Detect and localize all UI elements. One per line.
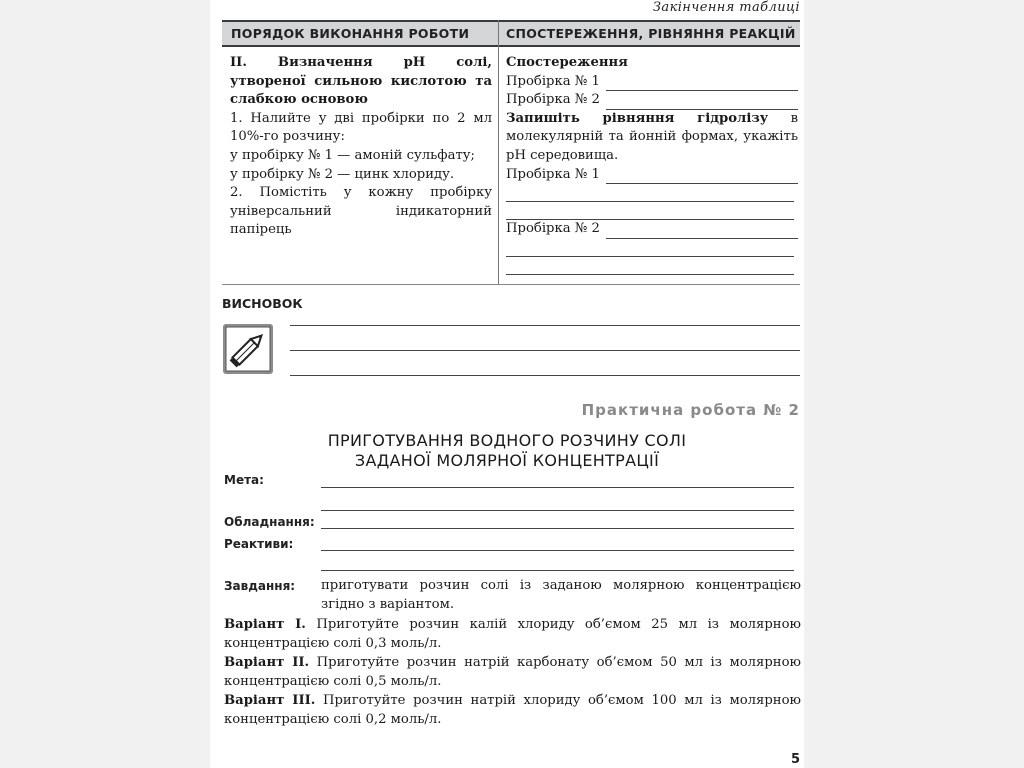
pencil-icon [223, 324, 273, 374]
table-header-procedure: ПОРЯДОК ВИКОНАННЯ РОБОТИ [231, 26, 470, 41]
variant-3 [224, 691, 801, 729]
column-divider [498, 20, 499, 285]
table-header-row [222, 20, 800, 47]
reagents-line-1[interactable] [321, 550, 794, 551]
variant-1-label: Варіант І. [224, 617, 306, 632]
left-margin [0, 0, 210, 768]
procedure-cell [230, 54, 492, 240]
observations-title: Спостереження [506, 55, 628, 70]
equation-tube-1-line-2[interactable] [506, 184, 794, 202]
reagents-label: Реактиви: [224, 537, 294, 551]
conclusion-line-2[interactable] [290, 350, 800, 351]
observation-row-tube-2 [506, 91, 798, 110]
aim-label: Мета: [224, 473, 264, 487]
observation-tube-1-label: Пробірка № 1 [506, 73, 600, 89]
procedure-title: ІІ. Визначення pH солі, утвореної сильною кислотою та слабкою основою [230, 55, 492, 108]
task-label: Завдання: [224, 579, 296, 593]
page-number: 5 [790, 752, 800, 767]
procedure-step-2: 2. Помістіть у кожну пробірку універсальний індикаторний папірець [230, 185, 492, 238]
running-head: Закінчення таблиці [652, 0, 800, 15]
hydrolysis-instruction-rest: в молекулярній та йонній формах, укажіть pH середовища. [506, 110, 799, 163]
aim-line-1[interactable] [321, 487, 794, 488]
observation-table [222, 20, 800, 285]
workbook-page [210, 0, 804, 768]
procedure-tube-2: у пробірку № 2 — цинк хлориду. [230, 166, 455, 182]
equation-tube-1-label: Пробірка № 1 [506, 166, 600, 182]
procedure-step-1: 1. Налийте у дві пробірки по 2 мл 10%-го розчину: [230, 110, 492, 145]
observation-tube-1-line[interactable] [606, 77, 798, 91]
conclusion-title: ВИСНОВОК [222, 296, 303, 311]
variant-3-label: Варіант ІІІ. [224, 693, 316, 708]
equation-tube-1-line-3[interactable] [506, 202, 794, 220]
practical-title-line-2: ЗАДАНОЇ МОЛЯРНОЇ КОНЦЕНТРАЦІЇ [354, 451, 660, 470]
conclusion-line-3[interactable] [290, 375, 800, 376]
observation-row-tube-1 [506, 73, 798, 92]
table-bottom-rule [222, 284, 800, 285]
variant-3-text: Приготуйте розчин натрій хлориду об’ємом 100 мл із молярною концентрацією солі 0,2 моль/л. [224, 693, 801, 727]
equation-tube-1-line[interactable] [606, 170, 798, 184]
practical-work-heading: Практична робота № 2 [581, 401, 800, 419]
variant-2 [224, 653, 801, 691]
variant-1-text: Приготуйте розчин калій хлориду об’ємом 25 мл із молярною концентрацією солі 0,3 моль/л. [224, 617, 801, 651]
equation-row-tube-1 [506, 166, 798, 185]
conclusion-line-1[interactable] [290, 325, 800, 326]
aim-line-2[interactable] [321, 510, 794, 511]
task-text: приготувати розчин солі із заданою молярною концентрацією згідно з варіантом. [321, 578, 801, 612]
reagents-line-2[interactable] [321, 570, 794, 571]
practical-title-line-1: ПРИГОТУВАННЯ ВОДНОГО РОЗЧИНУ СОЛІ [327, 431, 687, 450]
observation-tube-2-label: Пробірка № 2 [506, 92, 600, 108]
equation-row-tube-2 [506, 220, 798, 239]
observations-cell [506, 54, 798, 275]
equipment-line[interactable] [321, 528, 794, 529]
hydrolysis-instruction [506, 110, 798, 166]
variant-1 [224, 615, 801, 653]
variant-2-label: Варіант ІІ. [224, 655, 310, 670]
observation-tube-2-line[interactable] [606, 96, 798, 110]
hydrolysis-instruction-bold: Запишіть рівняння гідролізу [506, 110, 769, 126]
equipment-label: Обладнання: [224, 515, 315, 529]
variant-2-text: Приготуйте розчин натрій карбонату об’ємом 50 мл із молярною концентрацією солі 0,5 моль/л. [224, 655, 802, 689]
right-margin [804, 0, 1024, 768]
procedure-tube-1: у пробірку № 1 — амоній сульфату; [230, 147, 475, 163]
equation-tube-2-label: Пробірка № 2 [506, 221, 600, 237]
equation-tube-2-line-2[interactable] [506, 239, 794, 257]
equation-tube-2-line[interactable] [606, 225, 798, 239]
table-header-observations: СПОСТЕРЕЖЕННЯ, РІВНЯННЯ РЕАКЦІЙ [506, 26, 796, 41]
equation-tube-2-line-3[interactable] [506, 257, 794, 275]
